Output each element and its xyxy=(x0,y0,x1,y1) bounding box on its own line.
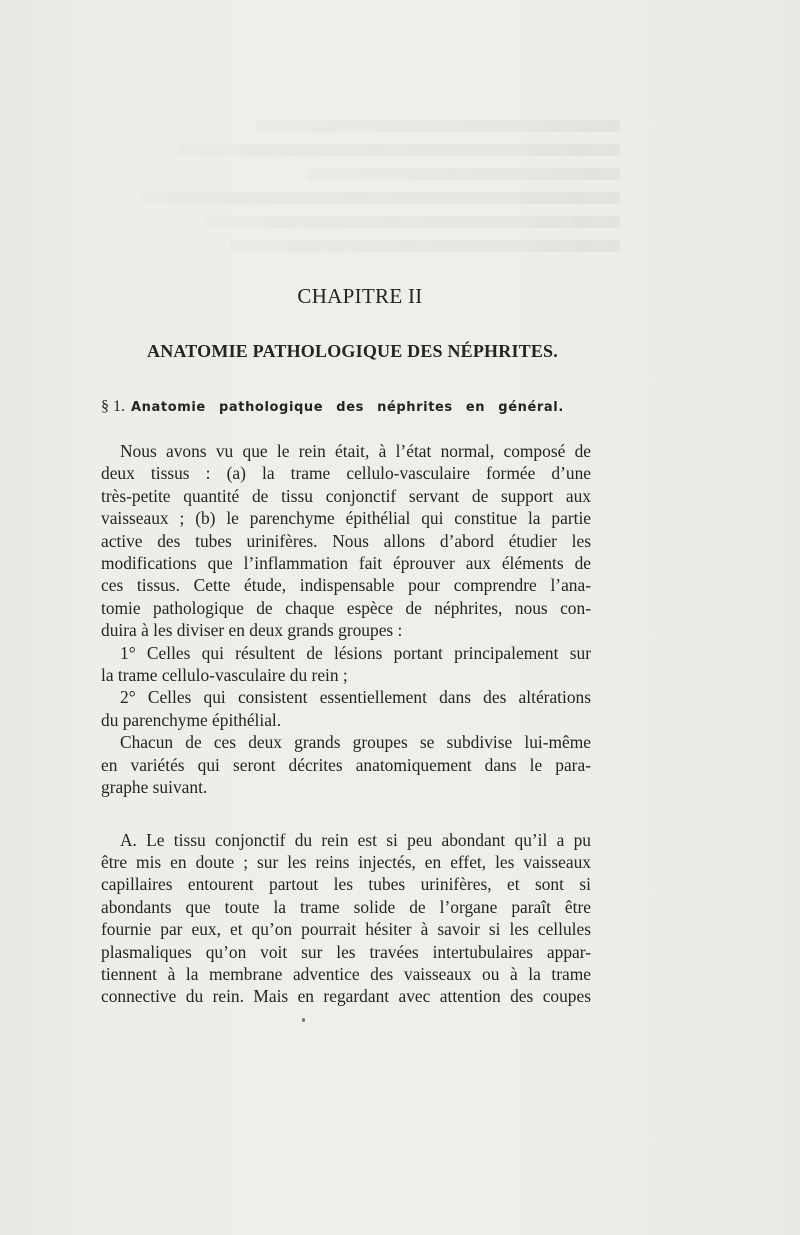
text-line: deux tissus : (a) la trame cellulo-vasculaire formée d’une xyxy=(101,463,591,484)
ink-speck xyxy=(302,1018,305,1022)
text-line: 1° Celles qui résultent de lésions portant principalement sur xyxy=(120,642,591,663)
text-line: A. Le tissu conjonctif du rein est si peu abondant qu’il a pu xyxy=(120,829,591,850)
text-line: abondants que toute la trame solide de l’organe paraît être xyxy=(101,896,591,917)
text-line: tiennent à la membrane adventice des vaisseaux ou à la trame xyxy=(101,963,591,984)
paragraph-4 xyxy=(101,731,591,798)
show-through-text xyxy=(100,120,620,280)
text-line: active des tubes urinifères. Nous allons d’abord étudier les xyxy=(101,530,591,551)
paragraph-5 xyxy=(101,829,591,1008)
text-line: duira à les diviser en deux grands groupes : xyxy=(101,620,403,641)
text-line: graphe suivant. xyxy=(101,777,208,798)
text-line: 2° Celles qui consistent essentiellement dans des altérations xyxy=(120,687,591,708)
chapter-title: CHAPITRE II xyxy=(297,284,423,308)
text-line: connective du rein. Mais en regardant avec attention des coupes xyxy=(101,986,591,1007)
text-line: fournie par eux, et qu’on pourrait hésiter à savoir si les cellules xyxy=(101,919,591,940)
chapter-subtitle: ANATOMIE PATHOLOGIQUE DES NÉPHRITES. xyxy=(147,341,558,361)
section-title: Anatomie pathologique des néphrites en général. xyxy=(131,400,564,415)
text-line: Chacun de ces deux grands groupes se subdivise lui-même xyxy=(120,732,591,753)
text-line: ces tissus. Cette étude, indispensable pour comprendre l’ana- xyxy=(101,575,591,596)
text-line: vaisseaux ; (b) le parenchyme épithélial qui constitue la partie xyxy=(101,508,591,529)
paragraph-gap xyxy=(101,799,591,829)
text-line: la trame cellulo-vasculaire du rein ; xyxy=(101,665,348,686)
body-text xyxy=(101,440,591,1008)
text-line: capillaires entourent partout les tubes urinifères, et sont si xyxy=(101,874,591,895)
paragraph-3 xyxy=(101,686,591,731)
section-heading xyxy=(101,398,591,416)
text-line: être mis en doute ; sur les reins injectés, en effet, les vaisseaux xyxy=(101,851,591,872)
text-line: modifications que l’inflammation fait éprouver aux éléments de xyxy=(101,553,591,574)
text-line: en variétés qui seront décrites anatomiquement dans le para- xyxy=(101,754,591,775)
text-line: plasmaliques qu’on voit sur les travées intertubulaires appar- xyxy=(101,941,591,962)
text-line: du parenchyme épithélial. xyxy=(101,709,282,730)
text-line: tomie pathologique de chaque espèce de néphrites, nous con- xyxy=(101,597,591,618)
paragraph-2 xyxy=(101,642,591,687)
text-line: Nous avons vu que le rein était, à l’état normal, composé de xyxy=(120,441,591,461)
section-number: § 1. xyxy=(101,398,125,415)
paragraph-1 xyxy=(101,440,591,642)
text-line: très-petite quantité de tissu conjonctif servant de support aux xyxy=(101,485,591,506)
